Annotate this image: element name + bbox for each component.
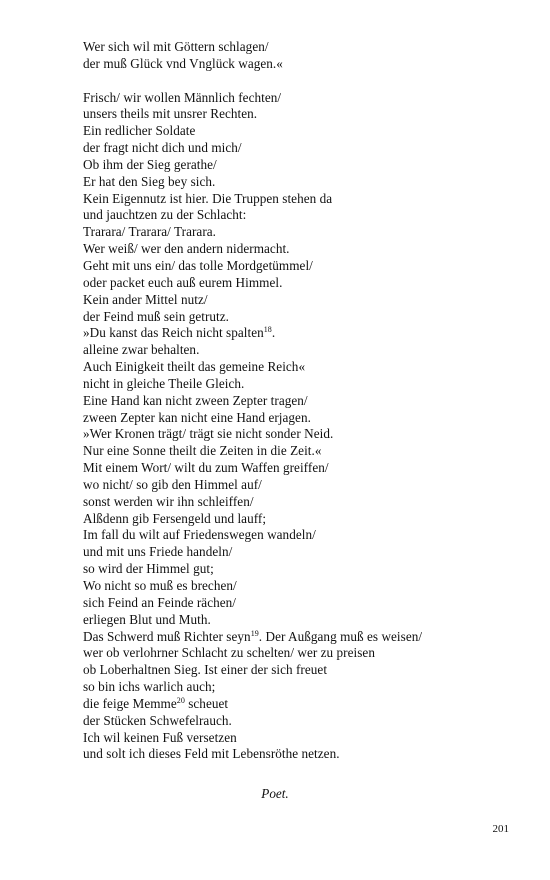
verse-line: Nur eine Sonne theilt die Zeiten in die Zeit.« [83, 443, 322, 459]
stanza-2-part-c [83, 645, 523, 696]
verse-line: Ein redlicher Soldate [83, 123, 196, 139]
verse-line-footnote-19: Das Schwerd muß Richter seyn$^{19}$. Der Außgang muß es weisen/ [83, 628, 423, 644]
verse-line: Wer weiß/ wer den andern nidermacht. [83, 241, 290, 257]
stanza-2-part-d [83, 713, 523, 764]
footnote-marker-18[interactable]: 18 [263, 325, 272, 335]
verse-line-footnote-20: die feige Memme$^{20}$ scheuet [83, 695, 229, 711]
verse-line: so wird der Himmel gut; [83, 561, 214, 577]
verse-line: alleine zwar behalten. [83, 342, 200, 358]
verse-line: Kein ander Mittel nutz/ [83, 291, 208, 307]
verse-line: sich Feind an Feinde rächen/ [83, 594, 237, 610]
verse-line: zween Zepter kan nicht eine Hand erjagen. [83, 409, 311, 425]
verse-line: sonst werden wir ihn schleiffen/ [83, 493, 254, 509]
page-number: 201 [492, 823, 509, 835]
verse-line: Im fall du wilt auf Friedenswegen wandeln/ [83, 527, 316, 543]
verse-line: ob Loberhaltnen Sieg. Ist einer der sich freuet [83, 662, 328, 678]
verse-line: Wo nicht so muß es brechen/ [83, 578, 237, 593]
speaker-label: Poet. [261, 786, 289, 801]
verse-line: oder packet euch auß eurem Himmel. [83, 274, 283, 290]
stanza-gap [83, 73, 523, 90]
verse-line: Geht mit uns ein/ das tolle Mordgetümmel/ [83, 257, 313, 273]
verse-line: Ob ihm der Sieg gerathe/ [83, 156, 217, 172]
verse-line: wer ob verlohrner Schlacht zu schelten/ wer zu preisen [83, 645, 375, 661]
verse-line: Frisch/ wir wollen Männlich fechten/ [83, 89, 282, 105]
verse-line: Auch Einigkeit theilt das gemeine Reich« [83, 359, 306, 375]
verse-line: Trarara/ Trarara/ Trarara. [83, 224, 217, 240]
verse-line: Alßdenn gib Fersengeld und lauff; [83, 510, 267, 526]
verse-line: der muß Glück vnd Vnglück wagen.« [83, 55, 283, 71]
verse-line: Eine Hand kan nicht zween Zepter tragen/ [83, 392, 308, 408]
footnote-marker-19[interactable]: 19 [250, 628, 259, 638]
verse-line: Mit einem Wort/ wilt du zum Waffen greiffen/ [83, 460, 329, 476]
verse-line: Er hat den Sieg bey sich. [83, 173, 216, 189]
verse-line: wo nicht/ so gib den Himmel auf/ [83, 476, 262, 492]
verse-line: so bin ichs warlich auch; [83, 679, 216, 695]
verse-line: und solt ich dieses Feld mit Lebensröthe netzen. [83, 746, 340, 762]
verse-line: Kein Eigennutz ist hier. Die Truppen stehen da [83, 190, 333, 206]
verse-block [83, 39, 523, 763]
verse-line: und jauchtzen zu der Schlacht: [83, 207, 247, 223]
verse-line: und mit uns Friede handeln/ [83, 544, 233, 560]
verse-line: der Feind muß sein getrutz. [83, 308, 230, 324]
verse-line: Wer sich wil mit Göttern schlagen/ [83, 39, 269, 54]
stanza-1 [83, 39, 523, 73]
verse-line: unsers theils mit unsrer Rechten. [83, 106, 258, 122]
verse-line: Ich wil keinen Fuß versetzen [83, 729, 237, 745]
stanza-2-part-b [83, 342, 523, 628]
verse-line: erliegen Blut und Muth. [83, 611, 211, 627]
footnote-marker-20[interactable]: 20 [176, 695, 185, 705]
verse-line: »Wer Kronen trägt/ trägt sie nicht sonder Neid. [83, 426, 334, 442]
verse-line: nicht in gleiche Theile Gleich. [83, 375, 245, 391]
verse-line: der Stücken Schwefelrauch. [83, 712, 232, 728]
stanza-2-part-a [83, 90, 523, 326]
verse-line-footnote-18: »Du kanst das Reich nicht spalten$^{18}$. [83, 325, 276, 341]
verse-line: der fragt nicht dich und mich/ [83, 140, 242, 156]
